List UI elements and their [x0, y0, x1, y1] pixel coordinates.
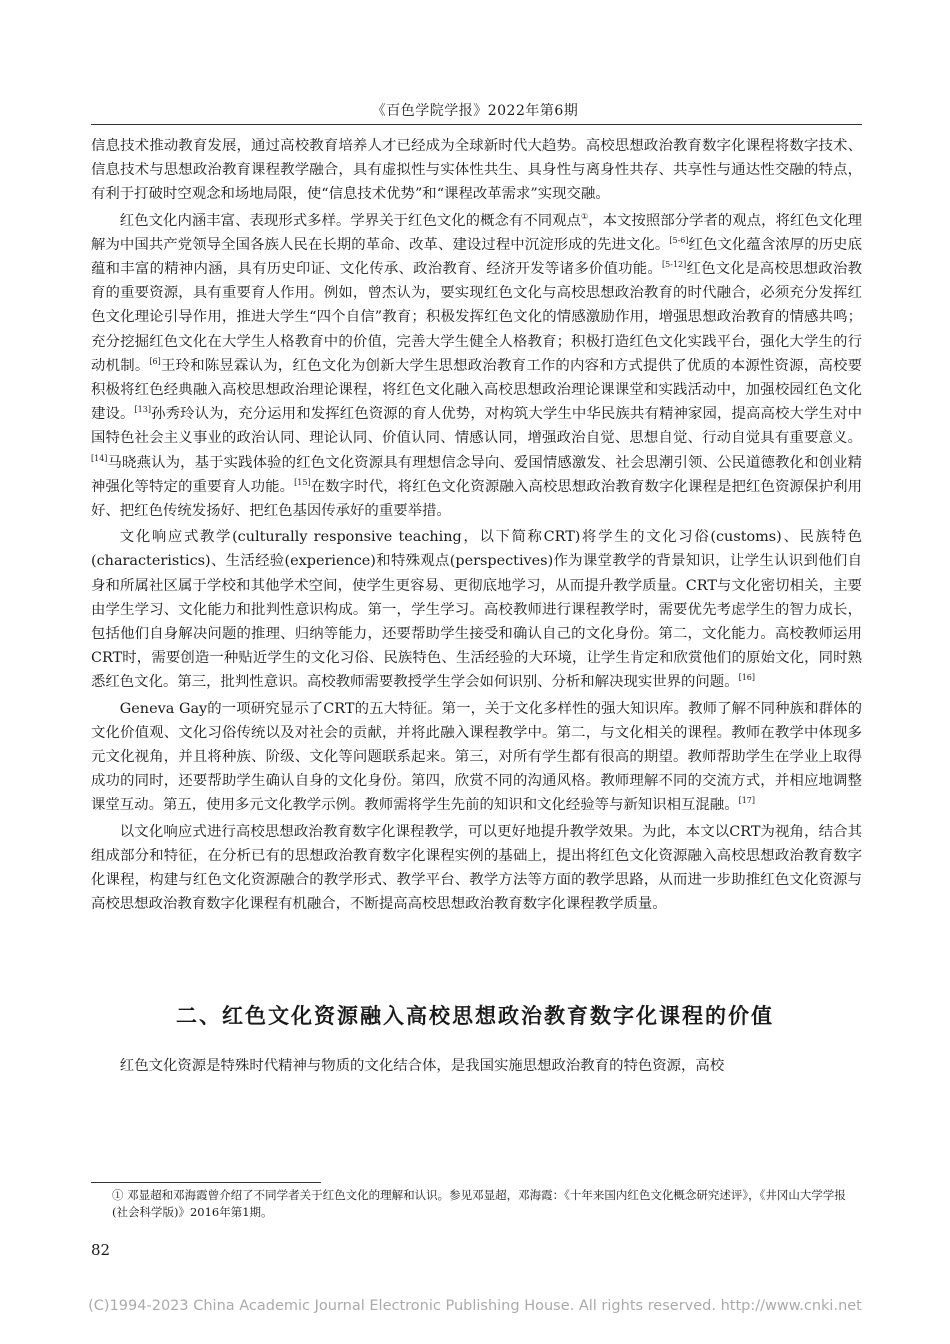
footnote-rule — [91, 1182, 321, 1183]
page-number: 82 — [91, 1241, 111, 1259]
text-segment: 王玲和陈昱霖认为，红色文化为创新大学生思想政治教育工作的内容和方式提供了优质的本源性资源，高校要积极将红色经典融入高校思想政治理论课程，将红色文化融入高校思想政治理论课课堂和实践活动中，加强校园红色文化建设。 — [91, 357, 862, 423]
text-segment: Geneva Gay的一项研究显示了CRT的五大特征。第一，关于文化多样性的强大知识库。教师了解不同种族和群体的文化价值观、文化习俗传统以及对社会的贡献，并将此融入课程教学中。第二，与文化相关的课程。教师在教学中体现多元文化视角，并且将种族、阶级、文化等问题联系起来。第三，对所有学生都有很高的期望。教师帮助学生在学业上取得成功的同时，还要帮助学生确认自身的文化身份。第四，欣赏不同的沟通风格。教师理解不同的交流方式，并相应地调整课堂互动。第五，使用多元文化教学示例。教师需将学生先前的知识和文化经验等与新知识相互混融。 — [91, 700, 862, 814]
copyright-watermark: (C)1994-2023 China Academic Journal Electronic Publishing House. All rights reserved. http://www.cnki.net — [88, 1298, 862, 1314]
journal-header: 《百色学院学报》2022年第6期 — [371, 103, 579, 119]
citation: [13] — [134, 405, 151, 415]
paragraph-3 — [91, 525, 862, 694]
text-segment: 红色文化蕴含浓厚的历史底蕴和丰富的精神内涵，具有历史印证、文化传承、政治教育、经济开发等诸多价值功能。 — [91, 236, 862, 278]
section-first-line: 红色文化资源是特殊时代精神与物质的文化结合体，是我国实施思想政治教育的特色资源，高校 — [119, 1058, 725, 1074]
text-segment: ，本文按照部分学者的观点，将红色文化理解为中国共产党领导全国各族人民在长期的革命、改革、建设过程中沉淀形成的先进文化。 — [91, 212, 862, 253]
citation: [17] — [738, 796, 756, 806]
footnote-marker: ① — [580, 211, 589, 221]
text-segment: 马晓燕认为，基于实践体验的红色文化资源具有理想信念导向、爱国情感激发、社会思潮引领、公民道德教化和创业精神强化等特定的重要育人功能。 — [91, 454, 862, 495]
citation: [5-12] — [662, 260, 687, 270]
paragraph-2 — [91, 209, 862, 524]
text-segment: 红色文化是高校思想政治教育的重要资源，具有重要育人作用。例如，曾杰认为，要实现红色文化与高校思想政治教育的时代融合，必须充分发挥红色文化理论引导作用，推进大学生“四个自信”教育；积极发挥红色文化的情感激励作用，增强思想政治教育的情感共鸣；充分挖掘红色文化在大学生人格教育中的价值，完善大学生健全人格教育；积极打造红色文化实践平台，强化大学生的行动机制。 — [91, 261, 862, 374]
section-heading: 二、红色文化资源融入高校思想政治教育数字化课程的价值 — [176, 1004, 774, 1028]
text-segment: 文化响应式教学(culturally responsive teaching，以下简称CRT)将学生的文化习俗(customs)、民族特色(characteristics)、生活经验(experience)和特殊观点(perspectives)作为课堂教学的背景知识，让学生认识到他们自身和所属社区属于学校和其他学术空间，使学生更容易、更彻底地学习，从而提升教学质量。CRT与文化密切相关，主要由学生学习、文化能力和批判性意识构成。第一，学生学习。高校教师进行课程教学时，需要优先考虑学生的智力成长，包括他们自身解决问题的推理、归纳等能力，还要帮助学生接受和确认自己的文化身份。第二，文化能力。高校教师运用CRT时，需要创造一种贴近学生的文化习俗、民族特色、生活经验的大环境，让学生肯定和欣赏他们的原始文化，同时熟悉红色文化。第三，批判性意识。高校教师需要教授学生学会如何识别、分析和解决现实世界的问题。 — [91, 529, 862, 691]
text-segment: 孙秀玲认为，充分运用和发挥红色资源的育人优势，对构筑大学生中华民族共有精神家园，提高高校大学生对中国特色社会主义事业的政治认同、理论认同、价值认同、情感认同，增强政治自觉、思想自觉、行动自觉具有重要意义。 — [91, 406, 862, 447]
citation: [15] — [294, 477, 311, 487]
paragraph-5: 以文化响应式进行高校思想政治教育数字化课程教学，可以更好地提升教学效果。为此，本文以CRT为视角，结合其组成部分和特征，在分析已有的思想政治教育数字化课程实例的基础上，提出将红色文化资源融入高校思想政治教育数字化课程，构建与红色文化资源融合的教学形式、教学平台、教学方法等方面的教学思路，从而进一步助推红色文化资源与高校思想政治教育数字化课程有机融合，不断提高高校思想政治教育数字化课程教学质量。 — [91, 823, 862, 913]
citation: [6] — [149, 356, 161, 366]
citation: [14] — [91, 453, 108, 463]
text-segment: 红色文化内涵丰富、表现形式多样。学界关于红色文化的概念有不同观点 — [119, 212, 581, 229]
citation: [5-6] — [669, 235, 689, 245]
footnote: ① 邓显超和邓海霞曾介绍了不同学者关于红色文化的理解和认识。参见邓显超，邓海霞：《十年来国内红色文化概念研究述评》，《井冈山大学学报(社会科学版)》2016年第1期。 — [112, 1188, 846, 1219]
paragraph-1: 信息技术推动教育发展，通过高校教育培养人才已经成为全球新时代大趋势。高校思想政治教育数字化课程将数字技术、信息技术与思想政治教育课程教学融合，具有虚拟性与实体性共生、具身性与离身性共存、共享性与通达性交融的特点，有利于打破时空观念和场地局限，使“信息技术优势”和“课程改革需求”实现交融。 — [91, 138, 862, 203]
paragraph-4 — [91, 697, 862, 818]
body-text — [91, 134, 862, 919]
citation: [16] — [738, 673, 756, 683]
text-segment: 在数字时代，将红色文化资源融入高校思想政治教育数字化课程是把红色资源保护利用好、把红色传统发扬好、把红色基因传承好的重要举措。 — [91, 478, 862, 520]
header-rule — [91, 124, 862, 125]
